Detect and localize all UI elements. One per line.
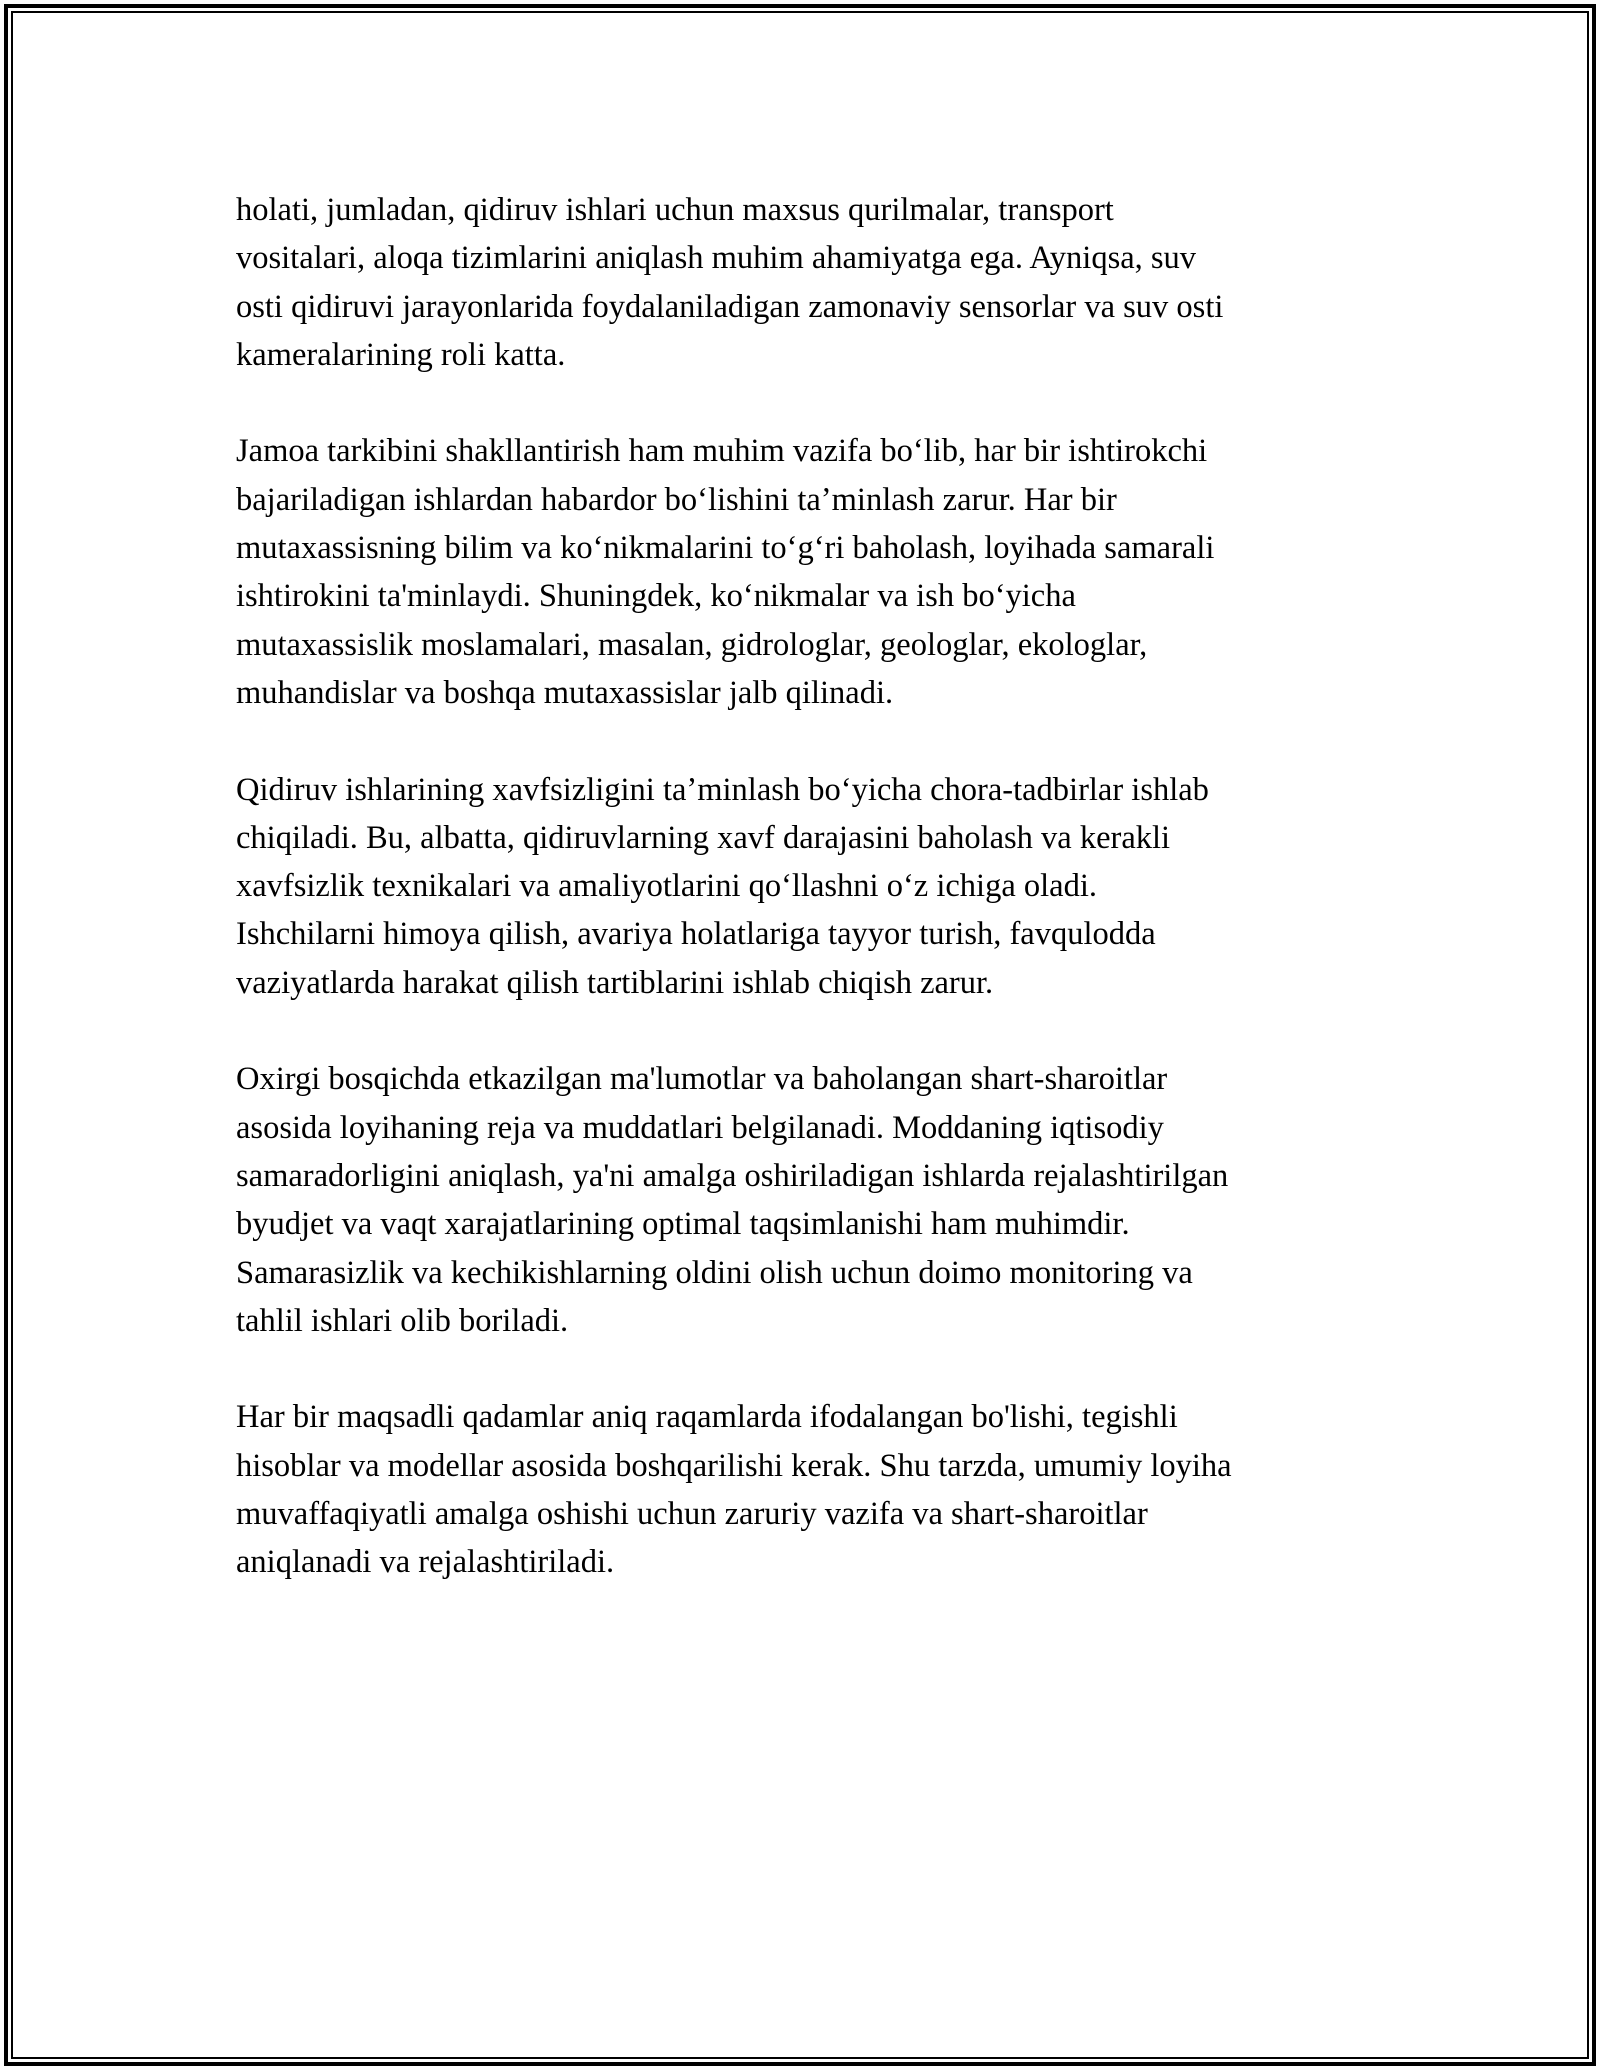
paragraph: Har bir maqsadli qadamlar aniq raqamlarda ifodalangan bo'lishi, tegishli hisoblar va modellar asosida boshqarilishi kerak. Shu tarzda, umumiy loyiha muvaffaqiyatli amalga oshishi uchun zaruriy vazifa va shart-sharoitlar aniqlanadi va rejalashtiriladi. [236,1399,1232,1581]
paragraph: Oxirgi bosqichda etkazilgan ma'lumotlar va baholangan shart-sharoitlar asosida loyihaning reja va muddatlari belgilanadi. Moddaning iqtisodiy samaradorligini aniqlash, ya'ni amalga oshiriladigan ishlarda rejalashtirilgan byudjet va vaqt xarajatlarining optimal taqsimlanishi ham muhimdir. Samarasizlik va kechikishlarning oldini olish uchun doimo monitoring va tahlil ishlari olib boriladi. [236,1061,1229,1339]
document-body [236,186,1376,1635]
paragraph: holati, jumladan, qidiruv ishlari uchun maxsus qurilmalar, transport vositalari, aloqa tizimlarini aniqlash muhim ahamiyatga ega. Ayniqsa, suv osti qidiruvi jarayonlarida foydalaniladigan zamonaviy sensorlar va suv osti kameralarining roli katta. [236,192,1224,373]
paragraph: Qidiruv ishlarining xavfsizligini taʼminlash boʻyicha chora-tadbirlar ishlab chiqiladi. Bu, albatta, qidiruvlarning xavf darajasini baholash va kerakli xavfsizlik texnikalari va amaliyotlarini qoʻllashni oʻz ichiga oladi. Ishchilarni himoya qilish, avariya holatlariga tayyor turish, favqulodda vaziyatlarda harakat qilish tartiblarini ishlab chiqish zarur. [236,771,1209,1001]
paragraph: Jamoa tarkibini shakllantirish ham muhim vazifa boʻlib, har bir ishtirokchi bajariladigan ishlardan habardor boʻlishini taʼminlash zarur. Har bir mutaxassisning bilim va koʻnikmalarini toʻgʻri baholash, loyihada samarali ishtirokini ta'minlaydi. Shuningdek, koʻnikmalar va ish boʻyicha mutaxassislik moslamalari, masalan, gidrologlar, geologlar, ekologlar, muhandislar va boshqa mutaxassislar jalb qilinadi. [236,433,1215,711]
